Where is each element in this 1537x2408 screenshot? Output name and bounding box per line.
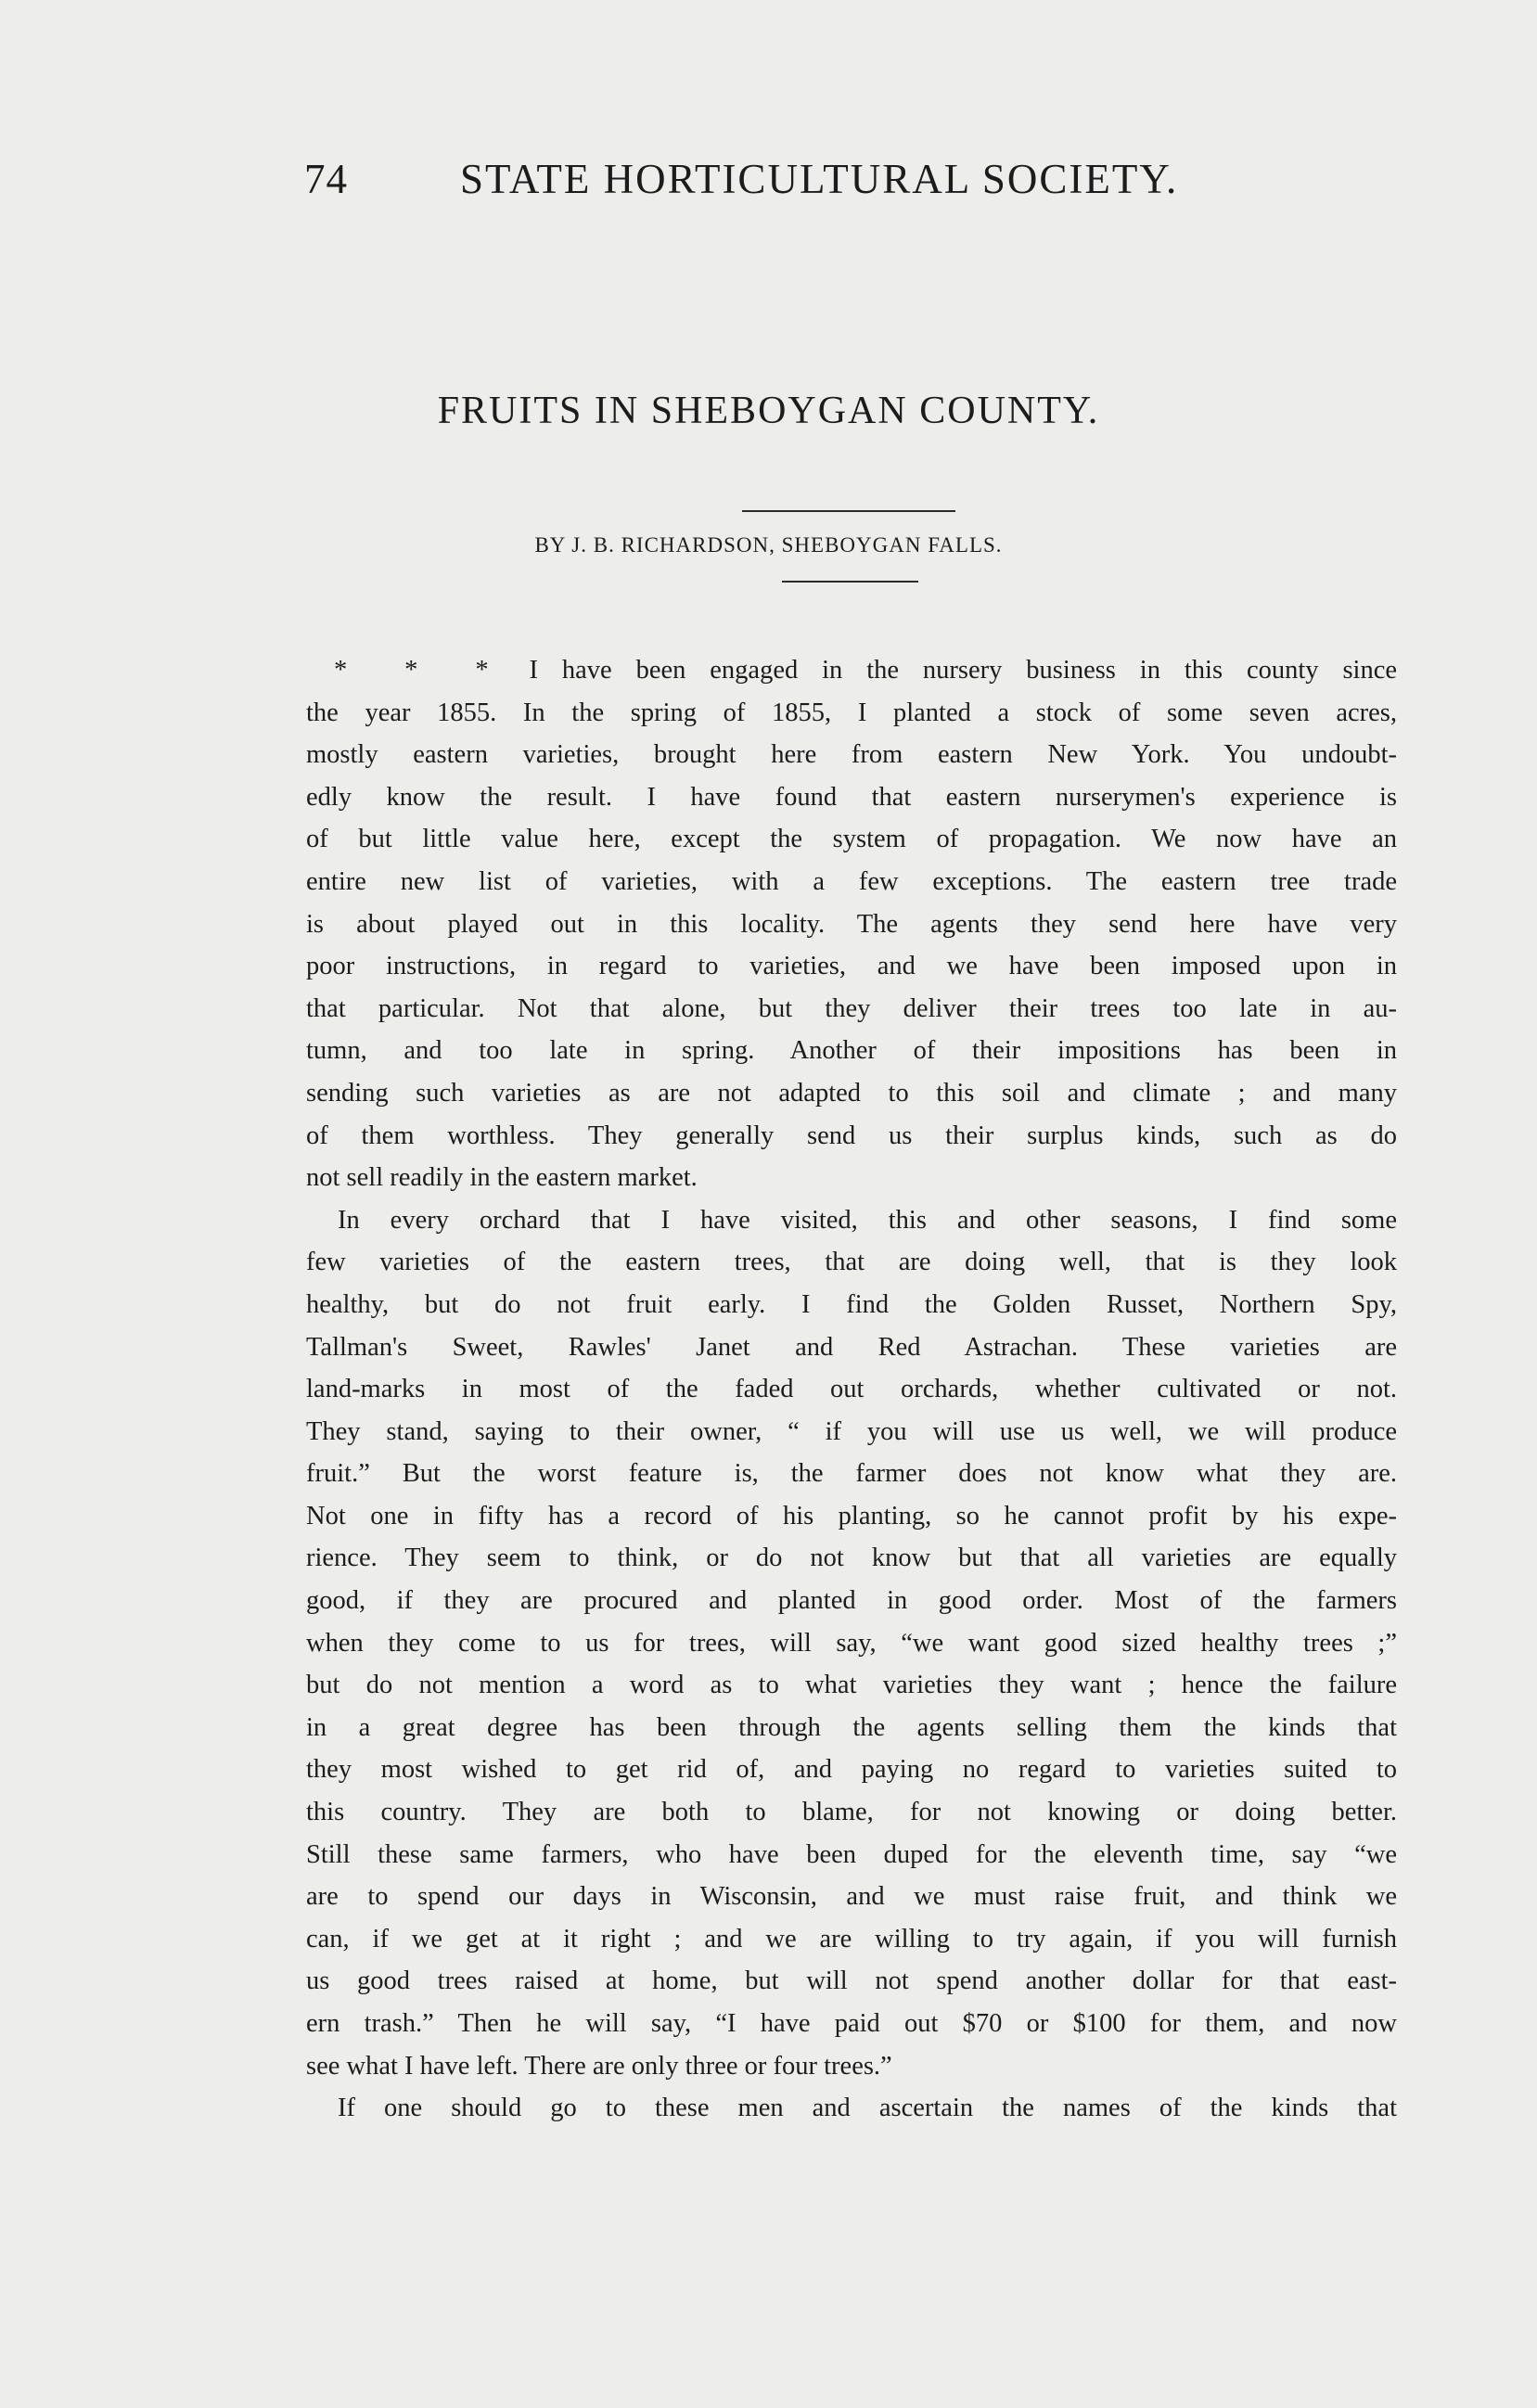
text-line: rience. They seem to think, or do not know but that all varieties are equally [306,1543,1397,1573]
article-byline: BY J. B. RICHARDSON, SHEBOYGAN FALLS. [534,533,1003,557]
text-line: In every orchard that I have visited, this and other seasons, I find some [338,1205,1397,1235]
text-line: sending such varieties as are not adapted to this soil and climate ; and many [306,1078,1397,1108]
text-line: mostly eastern varieties, brought here from eastern New York. You undoubt- [306,740,1397,770]
ellipsis-marks: * * * [334,656,506,685]
text-line: the year 1855. In the spring of 1855, I planted a stock of some seven acres, [306,698,1397,727]
text-line: when they come to us for trees, will say, “we want good sized healthy trees ;” [306,1628,1397,1658]
journal-title: STATE HORTICULTURAL SOCIETY. [460,156,1179,202]
text-line: Tallman's Sweet, Rawles' Janet and Red Astrachan. These varieties are [306,1332,1397,1362]
text-line: fruit.” But the worst feature is, the farmer does not know what they are. [306,1459,1397,1489]
text-line: in a great degree has been through the agents selling them the kinds that [306,1712,1397,1742]
text-line: edly know the result. I have found that eastern nurserymen's experience is [306,782,1397,812]
article-title: FRUITS IN SHEBOYGAN COUNTY. [437,390,1100,432]
title-rule [742,510,955,512]
text-line: They stand, saying to their owner, “ if you will use us well, we will produce [306,1416,1397,1446]
text-line: land-marks in most of the faded out orchards, whether cultivated or not. [306,1375,1397,1404]
text-line: see what I have left. There are only three or four trees.” [306,2051,892,2081]
text-line: ern trash.” Then he will say, “I have paid out $70 or $100 for them, and now [306,2009,1397,2038]
running-header [304,147,1232,211]
text-line: tumn, and too late in spring. Another of their impositions has been in [306,1036,1397,1066]
text-line: that particular. Not that alone, but they deliver their trees too late in au- [306,993,1397,1023]
text-line: not sell readily in the eastern market. [306,1163,698,1193]
text-line: us good trees raised at home, but will not spend another dollar for that east- [306,1966,1397,1996]
text-line: this country. They are both to blame, for not knowing or doing better. [306,1798,1397,1827]
text-line: is about played out in this locality. The agents they send here have very [306,909,1397,939]
text-line: * * * I have been engaged in the nursery business in this county since [306,649,1397,692]
text-line: but do not mention a word as to what varieties they want ; hence the failure [306,1671,1397,1700]
text-line: If one should go to these men and ascertain the names of the kinds that [338,2094,1397,2123]
text-line: can, if we get at it right ; and we are willing to try again, if you will furnish [306,1924,1397,1953]
text-line: healthy, but do not fruit early. I find the Golden Russet, Northern Spy, [306,1289,1397,1319]
text-line: poor instructions, in regard to varieties, and we have been imposed upon in [306,952,1397,981]
text-line: they most wished to get rid of, and paying no regard to varieties suited to [306,1755,1397,1785]
text-line: Still these same farmers, who have been duped for the eleventh time, say “we [306,1839,1397,1869]
byline-rule [782,581,918,583]
text-line: of them worthless. They generally send us their surplus kinds, such as do [306,1121,1397,1150]
article-body [306,649,1397,2130]
page-number: 74 [304,156,348,202]
text-line: good, if they are procured and planted in good order. Most of the farmers [306,1586,1397,1616]
text-line: are to spend our days in Wisconsin, and we must raise fruit, and think we [306,1882,1397,1912]
text-line: of but little value here, except the system of propagation. We now have an [306,825,1397,854]
text-line: Not one in fifty has a record of his planting, so he cannot profit by his expe- [306,1501,1397,1531]
text-line: few varieties of the eastern trees, that are doing well, that is they look [306,1248,1397,1277]
text-line: entire new list of varieties, with a few exceptions. The eastern tree trade [306,866,1397,896]
